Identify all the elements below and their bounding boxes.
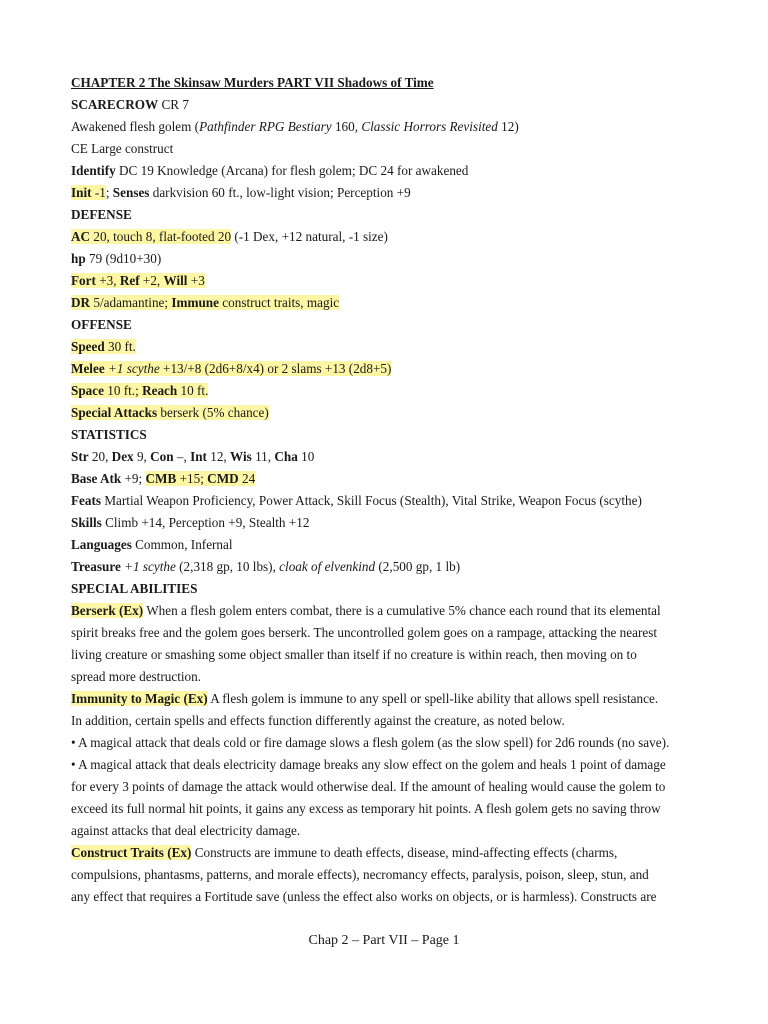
- creature-cr: CR 7: [161, 97, 189, 112]
- berserk-line-1: Berserk (Ex) When a flesh golem enters combat, there is a cumulative 5% chance each round that its elemental: [71, 603, 661, 618]
- immunity-line-7: against attacks that deal electricity damage.: [71, 823, 301, 838]
- skills-line: Skills Climb +14, Perception +9, Stealth +12: [71, 515, 310, 530]
- cmb-cmd-highlight: CMB +15; CMD 24: [145, 471, 256, 486]
- immunity-line-3: • A magical attack that deals cold or fire damage slows a flesh golem (as the slow spell) for 2d6 rounds (no save).: [71, 735, 670, 750]
- melee-highlight: Melee +1 scythe +13/+8 (2d6+8/x4) or 2 slams +13 (2d8+5): [71, 361, 392, 376]
- page-footer: Chap 2 – Part VII – Page 1: [308, 933, 460, 948]
- hp-line: hp 79 (9d10+30): [71, 251, 162, 266]
- immunity-line-4: • A magical attack that deals electricity damage breaks any slow effect on the golem and heals 1 point of damage: [71, 757, 666, 772]
- section-defense: DEFENSE: [71, 207, 132, 222]
- space-line: [71, 380, 701, 402]
- document-body: [71, 72, 701, 908]
- ability-scores-line: Str 20, Dex 9, Con –, Int 12, Wis 11, Cha 10: [71, 449, 315, 464]
- special-attacks-line: [71, 402, 701, 424]
- creature-header: [71, 94, 701, 116]
- dr-highlight: DR 5/adamantine; Immune construct traits, magic: [71, 295, 340, 310]
- feats-line: Feats Martial Weapon Proficiency, Power Attack, Skill Focus (Stealth), Vital Strike, Weapon Focus (scythe): [71, 493, 642, 508]
- init-senses-line: Init -1; Senses darkvision 60 ft., low-light vision; Perception +9: [71, 185, 411, 200]
- ac-line: AC 20, touch 8, flat-footed 20 (-1 Dex, +12 natural, -1 size): [71, 229, 388, 244]
- ac-highlight: AC 20, touch 8, flat-footed 20: [71, 229, 232, 244]
- creature-type: CE Large construct: [71, 141, 174, 156]
- berserk-line-2: spirit breaks free and the golem goes berserk. The uncontrolled golem goes on a rampage, attacking the nearest: [71, 625, 658, 640]
- special-attacks-highlight: Special Attacks berserk (5% chance): [71, 405, 269, 420]
- immunity-label: Immunity to Magic (Ex): [71, 691, 208, 706]
- immunity-line-6: exceed its full normal hit points, it gains any excess as temporary hit points. A flesh golem gets no saving throw: [71, 801, 661, 816]
- languages-line: Languages Common, Infernal: [71, 537, 233, 552]
- section-offense: OFFENSE: [71, 317, 132, 332]
- construct-label: Construct Traits (Ex): [71, 845, 192, 860]
- construct-line-1: Construct Traits (Ex) Constructs are immune to death effects, disease, mind-affecting effects (charms,: [71, 845, 618, 860]
- melee-line: [71, 358, 701, 380]
- treasure-line: Treasure +1 scythe (2,318 gp, 10 lbs), cloak of elvenkind (2,500 gp, 1 lb): [71, 559, 461, 574]
- speed-highlight: Speed 30 ft.: [71, 339, 136, 354]
- berserk-line-3: living creature or smashing some object smaller than itself if no creature is within reach, then moving on to: [71, 647, 637, 662]
- dr-line: [71, 292, 701, 314]
- identify-line: Identify DC 19 Knowledge (Arcana) for flesh golem; DC 24 for awakened: [71, 163, 469, 178]
- section-statistics: STATISTICS: [71, 427, 147, 442]
- construct-line-3: any effect that requires a Fortitude save (unless the effect also works on objects, or is harmless). Constructs are: [71, 889, 657, 904]
- berserk-label: Berserk (Ex): [71, 603, 144, 618]
- combat-stats-line: Base Atk +9; CMB +15; CMD 24: [71, 471, 256, 486]
- chapter-title: CHAPTER 2 The Skinsaw Murders PART VII Shadows of Time: [71, 75, 434, 90]
- saves-line: [71, 270, 701, 292]
- construct-line-2: compulsions, phantasms, patterns, and morale effects), necromancy effects, paralysis, poison, sleep, stun, and: [71, 867, 649, 882]
- creature-source: Awakened flesh golem (Pathfinder RPG Bestiary 160, Classic Horrors Revisited 12): [71, 119, 519, 134]
- immunity-line-5: for every 3 points of damage the attack would otherwise deal. If the amount of healing would cause the golem to: [71, 779, 666, 794]
- creature-name: SCARECROW: [71, 97, 159, 112]
- init-highlight: Init -1: [71, 185, 106, 200]
- speed-line: [71, 336, 701, 358]
- berserk-line-4: spread more destruction.: [71, 669, 202, 684]
- section-special-abilities: SPECIAL ABILITIES: [71, 581, 198, 596]
- space-highlight: Space 10 ft.; Reach 10 ft.: [71, 383, 209, 398]
- immunity-line-1: Immunity to Magic (Ex) A flesh golem is immune to any spell or spell-like ability that allows spell resistance.: [71, 691, 659, 706]
- immunity-line-2: In addition, certain spells and effects function differently against the creature, as noted below.: [71, 713, 565, 728]
- saves-highlight: Fort +3, Ref +2, Will +3: [71, 273, 205, 288]
